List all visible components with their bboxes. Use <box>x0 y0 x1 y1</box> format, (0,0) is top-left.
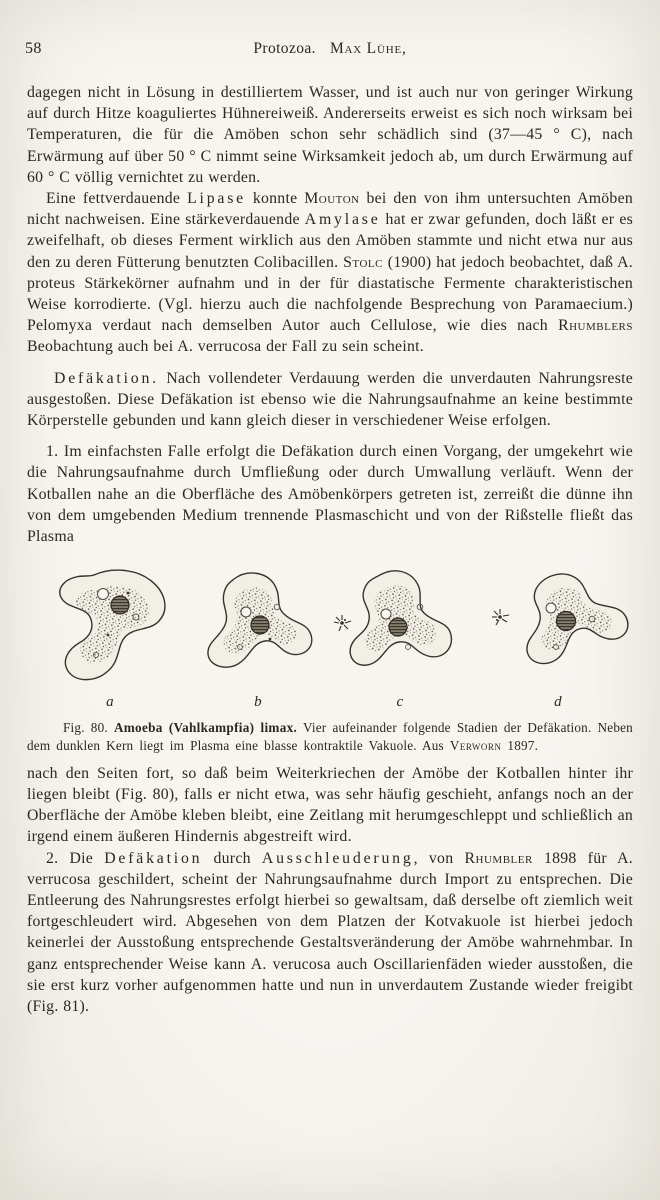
paragraph-4-item-1: 1. Im einfachsten Falle erfolgt die Defäkation durch einen Vorgang, der umgekehrt wie die Nahrungsaufnahme durch Umfließung oder durch Umwallung verläuft. Wenn der Kotballen nahe an die Oberfläche des Amöbenkörpers getreten ist, zerreißt die dünne ihn von dem umgebenden Medium trennende Plasmaschicht und von der Rißstelle fließt das Plasma <box>27 443 633 546</box>
paragraph-1: dagegen nicht in Lösung in destilliertem Wasser, und ist auch nur von geringer Wirkung auf durch Hitze koaguliertes Hühnereiweiß. Andererseits erweist es sich noch wirksam bei Temperaturen, die für die Amöben schon sehr schädlich sind (37—45 ° C), nach Erwärmung auf über 50 ° C nimmt seine Wirksamkeit jedoch ab, um durch Erwärmung auf 60 ° C völlig vernichtet zu werden. <box>27 84 633 186</box>
nucleus-b <box>251 616 269 634</box>
figure-label-c: c <box>396 694 404 711</box>
text-run: durch <box>202 849 262 867</box>
figure-label-d: d <box>554 694 562 711</box>
nucleus-a <box>111 596 129 614</box>
caption-species-name: Amoeba (Vahlkampfia) limax. <box>113 720 298 736</box>
figure-caption <box>27 719 633 755</box>
emphasis-spaced-defaekation: Defäkation <box>104 849 203 867</box>
amoeba-stage-c <box>334 571 451 665</box>
expelled-kotballen-d <box>492 609 509 625</box>
figure-label-b: b <box>254 694 262 711</box>
emphasis-spaced-ausschleuderung: Ausschleuderung <box>261 849 414 867</box>
figure-label-a: a <box>106 694 114 711</box>
author-name-rhumbler: Rhumblers <box>558 317 633 335</box>
contractile-vacuole-c <box>381 609 391 619</box>
figure-80-illustration <box>0 563 660 713</box>
paragraph-5: nach den Seiten fort, so daß beim Weiterkriechen der Amöbe der Kotballen hinter ihr liegen bleibt (Fig. 80), falls er nicht etwa, was sehr häufig geschieht, anfangs noch an der Oberfläche der Amöbe kleben bleibt, eine Zeitlang mit herumgeschleppt und schließlich an irgend einem äußeren Hindernis abgestreift wird. <box>27 764 633 846</box>
text-run: Beobachtung auch bei A. verrucosa der Fall zu sein scheint. <box>27 338 424 356</box>
text-run: Nach vollendeter Verdauung werden die unverdauten Nahrungsreste ausgestoßen. Diese Defäkation ist ebenso wie die Nahrungsaufnahme an keine bestimmte Körperstelle gebunden und kann gleich dieser in verschiedener Weise erfolgen. <box>27 369 633 430</box>
nucleus-d <box>557 612 576 631</box>
text-run: , von <box>413 849 465 867</box>
emphasis-spaced-lipase: Lipase <box>187 190 246 208</box>
author-name-rhumbler-2: Rhumbler <box>464 849 533 867</box>
running-title: Protozoa. <box>253 40 316 57</box>
caption-year: 1897. <box>501 738 539 754</box>
figure-80 <box>0 563 660 755</box>
contractile-vacuole-a <box>98 589 109 600</box>
contractile-vacuole-d <box>546 603 556 613</box>
paragraph-2 <box>27 188 633 358</box>
text-run: bei den von ihm untersuchten Amöben nicht nachweisen. Eine stärkeverdauende <box>27 190 633 229</box>
text-run: konnte <box>245 190 305 208</box>
nucleus-c <box>389 618 407 636</box>
caption-text: Vier aufeinander folgende Stadien der Defäkation. Neben dem dunklen Kern liegt im Plasma eine blasse kontraktile Vakuole. Aus <box>27 720 633 754</box>
text-run: 1898 für A. verrucosa geschildert, scheint der Nahrungsaufnahme durch Import zu entsprechen. Die Entleerung des Nahrungsrestes erfolgt hierbei so gewaltsam, daß derselbe oft ziemlich weit fortgeschleudert wird. Abgesehen von dem Platzen der Kotvakuole ist hierbei jedoch keinerlei der Ausstoßung entsprechende Gestaltsveränderung der Amöbe wahrnehmbar. In ganz entsprechender Weise kann A. verucosa auch Oscillarienfäden wieder ausstoßen, die sie erst kurz vorher aufgenommen hatte und nun in unverdautem Zustande wieder freigibt (Fig. 81). <box>27 849 633 1016</box>
author-name-mouton: Mouton <box>304 190 360 208</box>
amoeba-stage-a <box>60 570 165 679</box>
page-text <box>0 58 660 1017</box>
expelled-kotballen-c <box>334 615 351 631</box>
contractile-vacuole-b <box>241 607 251 617</box>
text-run: hat er zwar gefunden, doch läßt er es zweifelhaft, ob dieses Ferment wirklich aus den Amöben stammte und nicht etwa nur aus den zu deren Fütterung benutzten Colibacillen. <box>27 211 633 271</box>
amoeba-stage-d <box>492 574 628 664</box>
paragraph-3-defaekation <box>27 368 633 432</box>
text-run: 2. Die <box>46 849 105 867</box>
amoeba-stage-b <box>208 573 312 667</box>
page-number: 58 <box>25 40 42 57</box>
running-author: Max Lühe, <box>329 40 407 57</box>
caption-fig-number: Fig. 80. <box>63 720 114 736</box>
text-run: Eine fettverdauende <box>46 190 188 208</box>
section-keyword-defaekation: Defäkation. <box>54 369 159 387</box>
paragraph-6-item-2 <box>27 848 633 1018</box>
author-name-stolc: Stolc <box>343 253 383 271</box>
caption-author-verworn: Verworn <box>449 738 502 754</box>
page-header <box>0 0 660 58</box>
text-run: (1900) hat jedoch beobachtet, daß A. proteus Stärkekörner aufnahm und in der für diastatische Fermente charakteristischen Weise korrodierte. (Vgl. hierzu auch die nachfolgende Besprechung von Paramaecium.) Pelomyxa verdaut nach demselben Autor auch Cellulose, wie dies nach <box>27 253 633 335</box>
emphasis-spaced-amylase: Amylase <box>304 211 381 229</box>
